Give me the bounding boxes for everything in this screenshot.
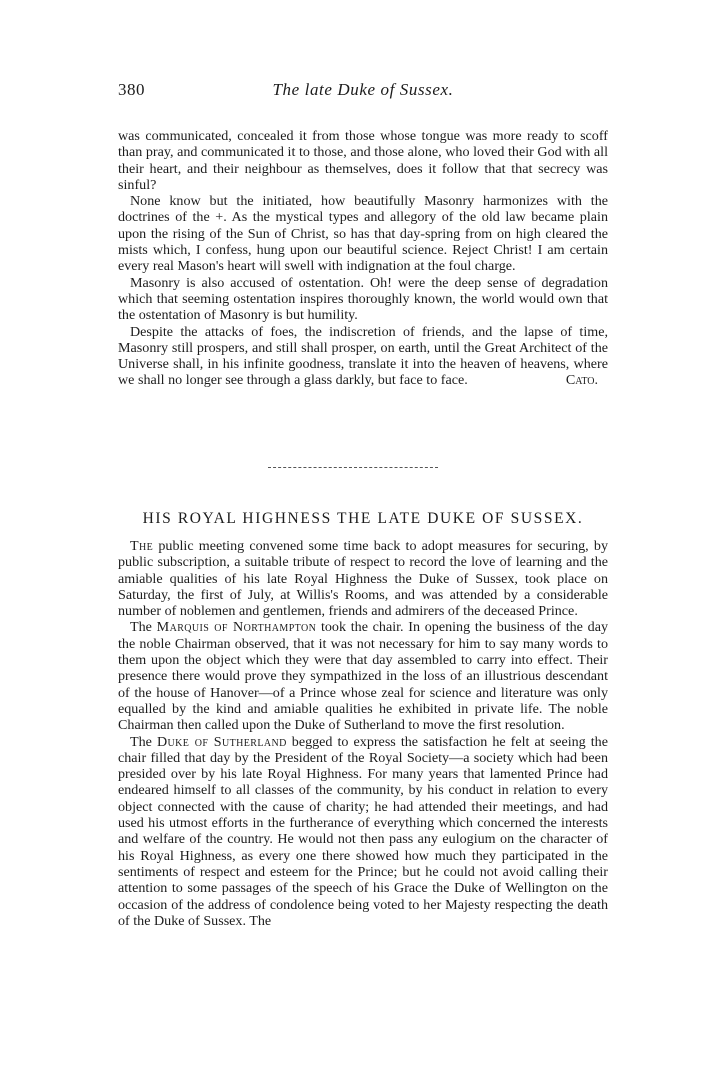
running-title: The late Duke of Sussex. xyxy=(272,80,454,99)
paragraph xyxy=(118,619,608,733)
signature: Cato. xyxy=(565,372,598,389)
lead-word: The xyxy=(130,733,152,750)
paragraph-text: begged to express the satisfaction he felt at seeing the chair filled that day by the President of the Royal Society—a society which had been presided over by his late Royal Highness. For many years that lamented Prince had endeared himself to all classes of the community, by his conduct in relation to every object connected with the cause of charity; he had attended their meetings, and had used his utmost efforts in the furtherance of everything which concerned the interests and welfare of the country. He would not then pass any eulogium on the character of his Royal Highness, as every one there showed how much they participated in the sentiments of respect and esteem for the Prince; but he could not avoid calling their attention to some passages of the speech of his Grace the Duke of Wellington on the occasion of the address of condolence being voted to her Majesty respecting the death of the Duke of Sussex. The xyxy=(118,733,608,929)
paragraph: Despite the attacks of foes, the indiscretion of friends, and the lapse of time, Masonry still prospers, and still shall prosper, on earth, until the Great Architect of the Universe shall, in his infinite goodness, translate it into the heaven of heavens, where we shall no longer see through a glass darkly, but face to face. xyxy=(118,323,608,389)
cato-letter xyxy=(118,128,608,389)
page-number: 380 xyxy=(118,80,145,99)
section-divider xyxy=(268,467,438,470)
article-title: HIS ROYAL HIGHNESS THE LATE DUKE OF SUSSEX. xyxy=(142,510,584,527)
paragraph: Masonry is also accused of ostentation. Oh! were the deep sense of degradation which that seeming ostentation inspires thoroughly known, the world would own that the ostentation of Masonry is but humility. xyxy=(118,274,608,324)
article-body xyxy=(118,538,608,929)
lead-word: The xyxy=(130,619,152,636)
paragraph: was communicated, concealed it from those whose tongue was more ready to scoff than pray, and communicated it to those, and those alone, who loved their God with all their heart, and their neighbour as themselves, does it follow that that secrecy was sinful? xyxy=(118,128,608,193)
paragraph-text: took the chair. In opening the business of the day the noble Chairman observed, that it was not necessary for him to say many words to them upon the object which they were that day assembled to carry into effect. Their presence there would prove they sympathized in the loss of an illustrious descendant of the house of Hanover—of a Prince whose zeal for science and literature was only equalled by the kind and amiable qualities he exhibited in private life. The noble Chairman then called upon the Duke of Sutherland to move the first resolution. xyxy=(118,619,608,734)
paragraph xyxy=(118,538,608,619)
paragraph: None know but the initiated, how beautifully Masonry harmonizes with the doctrines of the +. As the mystical types and allegory of the old law became plain upon the rising of the Sun of Christ, so has that day-spring from on high cleared the mists which, I confess, hung upon our beautiful science. Reject Christ! I am certain every real Mason's heart will swell with indignation at the foul charge. xyxy=(118,193,608,275)
person-name: Duke of Sutherland xyxy=(156,733,287,750)
lead-word: The xyxy=(130,538,154,554)
paragraph-text: public meeting convened some time back to adopt measures for securing, by public subscription, a suitable tribute of respect to record the love of learning and the amiable qualities of his late Royal Highness the Duke of Sussex, took place on Saturday, the first of July, at Willis's Rooms, and was attended by a considerable number of noblemen and gentlemen, friends and admirers of the deceased Prince. xyxy=(118,538,608,620)
paragraph xyxy=(118,734,608,930)
person-name: Marquis of Northampton xyxy=(156,619,317,636)
running-head xyxy=(118,80,608,104)
